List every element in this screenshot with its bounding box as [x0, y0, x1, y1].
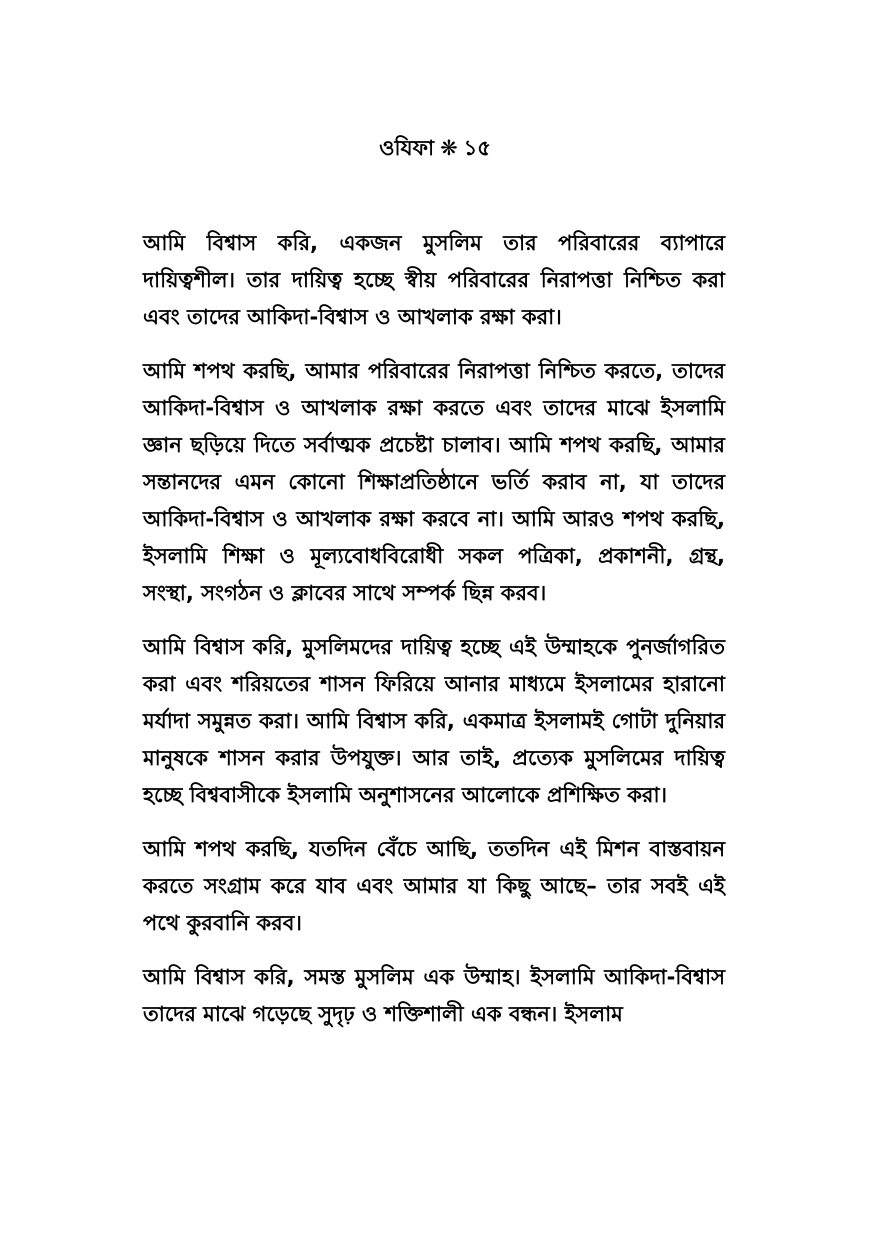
flower-separator-icon: ❋: [440, 136, 458, 160]
section-title: ওযিফা: [379, 136, 435, 160]
paragraph: আমি বিশ্বাস করি, মুসলিমদের দায়িত্ব হচ্ছে এই উম্মাহকে পুনর্জাগরিত করা এবং শরিয়তের শাসন ফিরিয়ে আনার মাধ্যমে ইসলামের হারানো মর্যাদা সমুন্নত করা। আমি বিশ্বাস করি, একমাত্র ইসলামই গোটা দুনিয়ার মানুষকে শাসন করার উপযুক্ত। আর তাই, প্রত্যেক মুসলিমের দায়িত্ব হচ্ছে বিশ্ববাসীকে ইসলামি অনুশাসনের আলোকে প্রশিক্ষিত করা।: [143, 635, 725, 807]
paragraph: আমি বিশ্বাস করি, একজন মুসলিম তার পরিবারের ব্যাপারে দায়িত্বশীল। তার দায়িত্ব হচ্ছে স্বীয় পরিবারের নিরাপত্তা নিশ্চিত করা এবং তাদের আকিদা-বিশ্বাস ও আখলাক রক্ষা করা।: [143, 231, 725, 329]
paragraph: আমি শপথ করছি, আমার পরিবারের নিরাপত্তা নিশ্চিত করতে, তাদের আকিদা-বিশ্বাস ও আখলাক রক্ষা করতে এবং তাদের মাঝে ইসলামি জ্ঞান ছড়িয়ে দিতে সর্বাত্মক প্রচেষ্টা চালাব। আমি শপথ করছি, আমার সন্তানদের এমন কোনো শিক্ষাপ্রতিষ্ঠানে ভর্তি করাব না, যা তাদের আকিদা-বিশ্বাস ও আখলাক রক্ষা করবে না। আমি আরও শপথ করছি, ইসলামি শিক্ষা ও মূল্যবোধবিরোধী সকল পত্রিকা, প্রকাশনী, গ্রন্থ, সংস্থা, সংগঠন ও ক্লাবের সাথে সম্পর্ক ছিন্ন করব।: [143, 359, 725, 605]
paragraph: আমি বিশ্বাস করি, সমস্ত মুসলিম এক উম্মাহ। ইসলামি আকিদা-বিশ্বাস তাদের মাঝে গড়েছে সুদৃঢ় ও শক্তিশালী এক বন্ধন। ইসলাম: [143, 965, 725, 1026]
page-header: [0, 133, 870, 163]
page-number: ১৫: [463, 136, 491, 160]
body-text: [143, 225, 725, 1050]
paragraph: আমি শপথ করছি, যতদিন বেঁচে আছি, ততদিন এই মিশন বাস্তবায়ন করতে সংগ্রাম করে যাব এবং আমার যা কিছু আছে– তার সবই এই পথে কুরবানি করব।: [143, 837, 725, 935]
